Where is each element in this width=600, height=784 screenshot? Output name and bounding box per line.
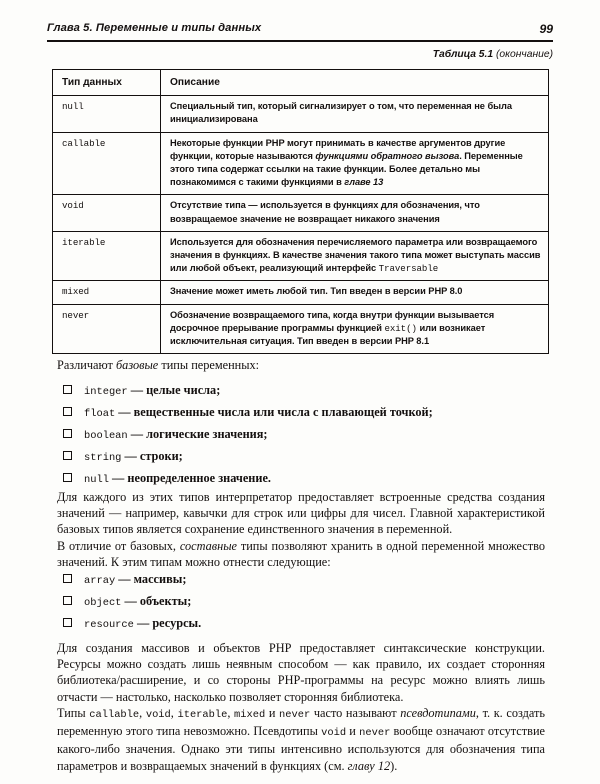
cell-description: Используется для обозначения перечисляемого параметра или возвращаемого значения в функциях. В качестве значения такого типа может выступать массив или любой объект, реализующий интерфейс Traversable <box>161 231 549 281</box>
square-bullet-icon <box>63 596 72 605</box>
square-bullet-icon <box>63 473 72 482</box>
square-bullet-icon <box>63 407 72 416</box>
header-rule <box>47 40 553 42</box>
cell-description: Отсутствие типа — используется в функциях для обозначения, что возвращаемое значение не возвращает никакого значения <box>161 195 549 231</box>
chapter-title: Глава 5. Переменные и типы данных <box>47 22 262 34</box>
table-row <box>53 195 549 231</box>
square-bullet-icon <box>63 618 72 627</box>
cell-type: null <box>53 96 161 132</box>
basic-types-list <box>62 379 542 489</box>
paragraph-resources: Для создания массивов и объектов PHP предоставляет синтаксические конструкции. Ресурсы можно создать лишь неявным способом — как правило, их создает сторонняя библиотека/расширение, и со стороны PHP-программы на ресурс можно влиять лишь отчасти — настолько, насколько позволяет сторонняя библиотека. <box>57 641 545 704</box>
list-item-description: — вещественные числа или числа с плавающей точкой; <box>115 405 433 419</box>
cell-description: Обозначение возвращаемого типа, когда внутри функции вызывается досрочное прерывание программы функцией exit() или возникает исключительная ситуация. Тип введен в версии PHP 8.1 <box>161 304 549 354</box>
cell-description: Некоторые функции PHP могут принимать в качестве аргументов другие функции, которые называются функциями обратного вызова. Переменные этого типа содержат ссылки на такие функции. Более детально мы познакомимся с такими функциями в главе 13 <box>161 132 549 195</box>
list-item-description: — ресурсы. <box>133 616 202 630</box>
running-head <box>47 22 553 42</box>
page-number: 99 <box>539 22 553 36</box>
list-item <box>62 379 542 401</box>
cell-description: Специальный тип, который сигнализирует о том, что переменная не была инициализирована <box>161 96 549 132</box>
list-item <box>62 445 542 467</box>
square-bullet-icon <box>63 574 72 583</box>
composite-types-list <box>62 568 542 634</box>
table-caption-note: (окончание) <box>495 49 553 60</box>
list-item-description: — массивы; <box>115 572 187 586</box>
list-item-term: integer <box>84 386 128 398</box>
cell-type: mixed <box>53 281 161 304</box>
table-caption-label: Таблица 5.1 <box>432 49 494 60</box>
square-bullet-icon <box>63 429 72 438</box>
cell-type: callable <box>53 132 161 195</box>
paragraph-composite-types: В отличие от базовых, составные типы позволяют хранить в одной переменной множество значений. К этим типам можно отнести следующие: <box>57 539 545 570</box>
intro-basic-types: Различают базовые типы переменных: <box>57 358 260 372</box>
square-bullet-icon <box>63 385 72 394</box>
table-caption <box>433 49 553 60</box>
table-row <box>53 96 549 132</box>
list-item-term: resource <box>84 619 134 631</box>
paragraph-basic-types: Для каждого из этих типов интерпретатор предоставляет встроенные средства создания значений — например, кавычки для строк или цифры для чисел. Главной характеристикой базовых типов является сохранение единственного значения в переменной. <box>57 490 545 537</box>
list-item <box>62 423 542 445</box>
table-row <box>53 132 549 195</box>
list-item-term: object <box>84 597 122 609</box>
list-item-description: — неопределенное значение. <box>108 471 271 485</box>
table-body <box>53 96 549 354</box>
table-header-row <box>53 70 549 96</box>
table-row <box>53 231 549 281</box>
list-item <box>62 568 542 590</box>
list-item-term: null <box>84 474 109 486</box>
list-item-term: float <box>84 408 116 420</box>
list-item <box>62 467 542 489</box>
column-header-description: Описание <box>161 70 549 96</box>
list-item <box>62 590 542 612</box>
data-types-table <box>52 69 549 354</box>
table-row <box>53 304 549 354</box>
table-row <box>53 281 549 304</box>
list-item-description: — целые числа; <box>127 383 221 397</box>
list-item-description: — строки; <box>121 449 183 463</box>
list-item-term: boolean <box>84 430 128 442</box>
list-item <box>62 401 542 423</box>
cell-description: Значение может иметь любой тип. Тип введен в версии PHP 8.0 <box>161 281 549 304</box>
list-item <box>62 612 542 634</box>
cell-type: void <box>53 195 161 231</box>
list-item-term: string <box>84 452 122 464</box>
list-item-term: array <box>84 575 116 587</box>
list-item-description: — объекты; <box>121 594 192 608</box>
cell-type: iterable <box>53 231 161 281</box>
list-item-description: — логические значения; <box>127 427 268 441</box>
column-header-type: Тип данных <box>53 70 161 96</box>
paragraph-pseudotypes: Типы callable, void, iterable, mixed и never часто называют псевдотипами, т. к. создать переменную этого типа невозможно. Псевдотипы void и never вообще означают отсутствие какого-либо значения. Однако эти типы интенсивно используются для обозначения типа параметров и возвращаемых значений в функциях (см. главу 12). <box>57 706 545 773</box>
square-bullet-icon <box>63 451 72 460</box>
cell-type: never <box>53 304 161 354</box>
